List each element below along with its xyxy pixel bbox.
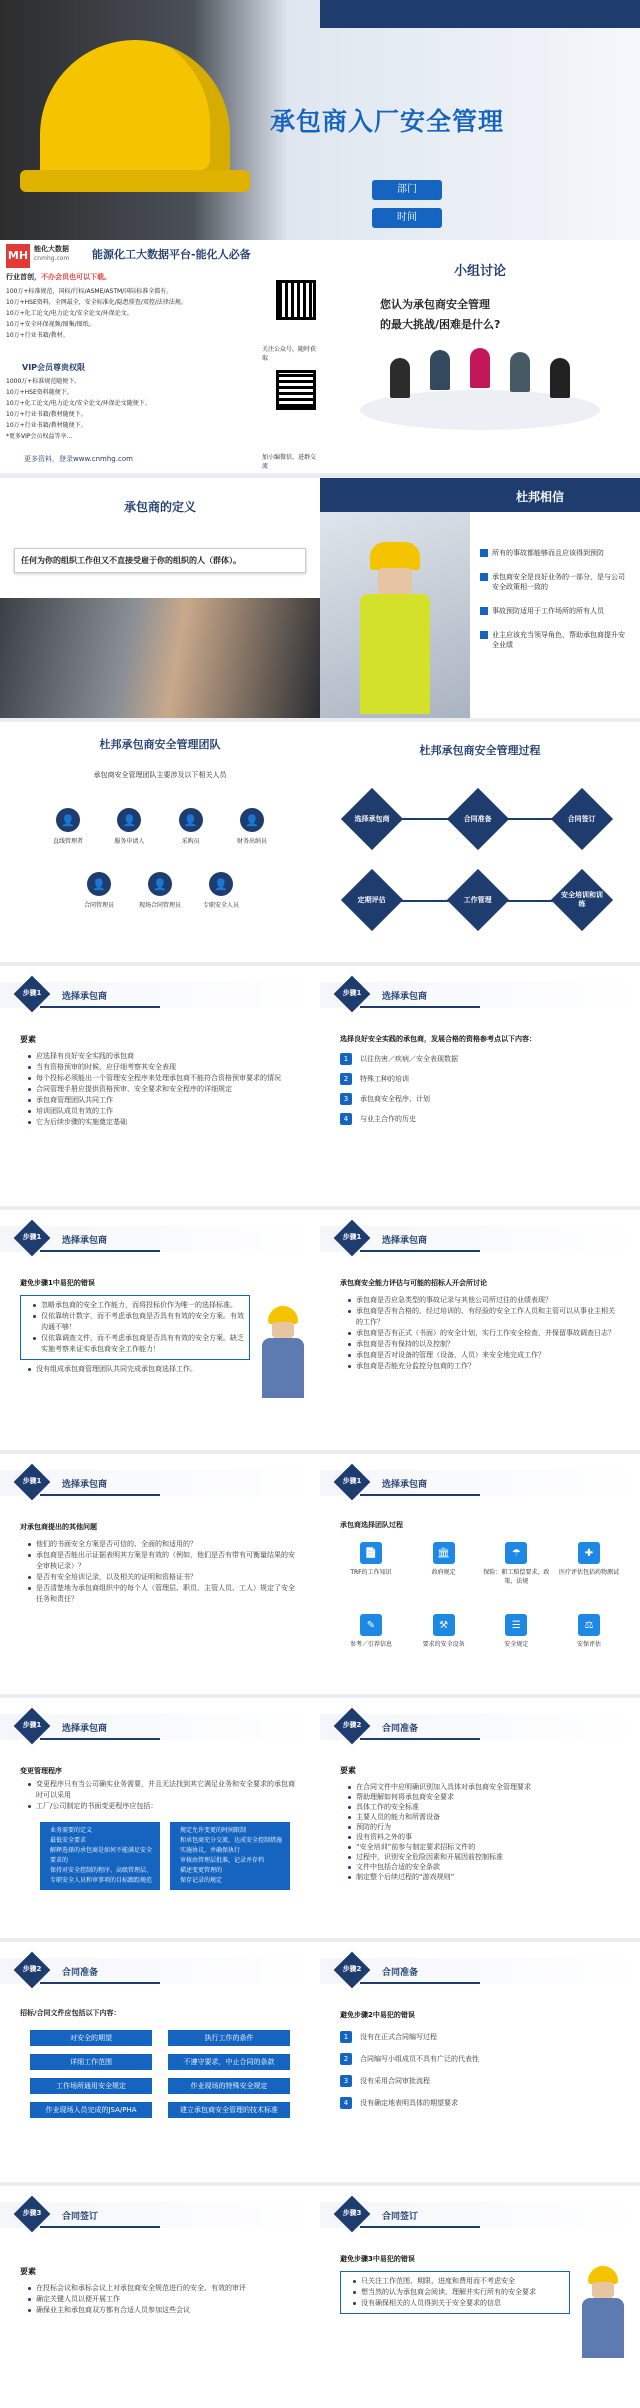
cover-time-button: 时间: [372, 208, 442, 228]
warning-box: [20, 1295, 250, 1360]
numbered-item: 2 特殊工种的培训: [340, 1073, 620, 1085]
security-icon: ⚖: [578, 1614, 600, 1636]
list-item: 是否有安全培训记录，以及相关的证明和资格证书？: [28, 1572, 300, 1583]
site-admin-icon: 👤: [148, 872, 172, 896]
team-title: 杜邦承包商安全管理团队: [99, 738, 221, 751]
list-item: 确保业主和承包商双方都有合适人员参加这些会议: [28, 2305, 300, 2316]
list-item: 过程中，识别安全危险因素和开展因前控制标准: [348, 1852, 620, 1862]
list-item: 他们的书面安全方案是否可信的、全面的和适用的？: [28, 1539, 300, 1550]
step3-avoid-slide: [320, 2186, 640, 2408]
section-heading: 要素: [20, 2267, 36, 2276]
step-title: 合同准备: [382, 1968, 419, 1978]
doc-item: 详细工作范围: [30, 2054, 152, 2070]
contract-admin-icon: 👤: [87, 872, 111, 896]
cover-slide: [0, 0, 640, 240]
safety-officer-icon: 👤: [209, 872, 233, 896]
team-role: 采购员: [181, 838, 200, 845]
numbered-item: 3 承包商安全程序、计划: [340, 1093, 620, 1105]
team-subtitle: 承包商安全管理团队主要涉及以下相关人员: [93, 771, 227, 779]
list-item: 承包商是否对设备的管理（设备，人员）来安全地完成工作？: [348, 1350, 620, 1361]
numbered-item: 4 与业主合作的历史: [340, 1113, 620, 1125]
list-item: 承包商管理团队共同工作: [28, 1095, 300, 1106]
step-title: 合同准备: [382, 1724, 419, 1734]
list-item: 没有确保相关的人员得到关于安全要求的信息: [353, 2298, 565, 2309]
list-item: 它为后续步骤的实施奠定基础: [28, 1117, 300, 1128]
team-row-2: [70, 872, 250, 909]
equipment-icon: ⚒: [433, 1614, 455, 1636]
ad-headline: 行业首创，不办会员也可以下载。: [6, 273, 111, 281]
reference-icon: ✎: [360, 1614, 382, 1636]
step-badge: 步骤1: [22, 1477, 42, 1485]
list-item: 承包商是否应急类型的事故记录与其他公司所过往的业绩表现？: [348, 1295, 620, 1306]
team-role: 服务申请人: [114, 838, 145, 845]
step2-docs-slide: [0, 1942, 320, 2182]
step-title: 合同签订: [62, 2212, 99, 2222]
step1-icons-slide: [320, 1454, 640, 1694]
list-item: 具体工作的安全标准: [348, 1802, 620, 1812]
discussion-question-1: 您认为承包商安全管理: [380, 298, 490, 311]
ad-feature: 10万+行业书籍/教材。: [6, 332, 69, 339]
doc-item: 不遵守要求，中止合同的条款: [168, 2054, 290, 2070]
section-heading: 招标/合同文件应包括以下内容：: [20, 2009, 121, 2017]
ad-feature-list: [6, 286, 266, 341]
icon-label: 参考／引荐信息: [349, 1641, 392, 1648]
person-icon: [390, 358, 410, 398]
belief-slide: [320, 478, 640, 718]
icon-label: 医疗评估包括药物测试: [558, 1569, 619, 1576]
list-item: 承包商是否有合格的、经过培训的、有经验的安全工作人员和主管可以从事业主相关的工作？: [348, 1306, 620, 1328]
person-icon: [430, 350, 450, 390]
step-badge: 步骤1: [22, 989, 42, 997]
list-item: 变更程序只有当公司确实业务需要，并且无法找到其它满足业务和安全要求的承包商时可以采用: [28, 1779, 300, 1801]
list-item: 只关注工作范围、期限、进度和费用而不考虑安全: [353, 2276, 565, 2287]
ad-vip-item: 10万+行业书籍/教材随便下。: [6, 411, 87, 418]
icon-row-2: [338, 1614, 622, 1648]
ad-slide: [0, 240, 320, 473]
step1-perf-slide: [320, 1210, 640, 1450]
ad-vip-list: [6, 376, 266, 442]
step-badge: 步骤2: [342, 1965, 362, 1973]
step1-other-slide: [0, 1454, 320, 1694]
step2-elem-slide: [320, 1698, 640, 1938]
step-badge: 步骤1: [342, 989, 362, 997]
belief-item: 业主应该充当领导角色，帮助承包商提升安全业绩: [480, 630, 630, 650]
ad-feature: 10万+HSE资料，全网最全，安全标准化/隐患排查/双控/法律法规。: [6, 299, 187, 306]
ad-feature: 10万+安全环保视频/图集/图纸。: [6, 321, 95, 328]
list-item: 没有组成承包商管理团队共同完成承包商选择工作。: [28, 1364, 250, 1375]
team-role: 专职安全人员: [202, 902, 239, 909]
hard-hat-image: [40, 40, 230, 180]
process-step: 合同准备: [447, 788, 509, 850]
cover-dept-button: 部门: [372, 180, 442, 200]
section-heading: 避免步骤2中易犯的错误: [340, 2011, 415, 2019]
cover-banner: [320, 0, 640, 28]
insurance-icon: ☂: [505, 1542, 527, 1564]
medical-icon: ✚: [578, 1542, 600, 1564]
team-role: 财务出纳员: [236, 838, 267, 845]
section-heading: 要素: [20, 1035, 36, 1044]
list-item: 主要人员的能力和所需设备: [348, 1812, 620, 1822]
list-item: 确定关键人员以便开展工作: [28, 2294, 300, 2305]
step-title: 选择承包商: [62, 992, 108, 1002]
icon-label: 保险：职工赔偿要求，政策，法规: [483, 1569, 550, 1585]
qr-code-icon: [276, 370, 316, 410]
definition-slide: [0, 478, 320, 718]
doc-item: 作业现场的特殊安全规定: [168, 2078, 290, 2094]
process-step: 安全培训和训练: [551, 869, 613, 931]
section-heading: 避免步骤3中易犯的错误: [340, 2255, 415, 2263]
step1-avoid-slide: [0, 1210, 320, 1450]
step-title: 选择承包商: [382, 1236, 428, 1246]
ad-logo-text: 能化大数据: [34, 245, 69, 253]
process-step: 工作管理: [447, 869, 509, 931]
discussion-question-2: 的最大挑战/困难是什么?: [380, 318, 501, 331]
step-title: 合同签订: [382, 2212, 419, 2222]
process-step: 合同签订: [551, 788, 613, 850]
belief-item: 承包商安全是良好业务的一部分，是与公司安全政策相一致的: [480, 572, 630, 592]
step-badge: 步骤3: [22, 2209, 42, 2217]
icon-label: 安保评估: [576, 1641, 601, 1648]
step3-elem-slide: [0, 2186, 320, 2408]
document-icon: 📄: [360, 1542, 382, 1564]
ad-more-link[interactable]: 更多资料，登录www.cnmhg.com: [24, 455, 133, 463]
qr-caption: 关注公众号，随时获取: [262, 346, 317, 362]
step-title: 选择承包商: [382, 1480, 428, 1490]
change-box-left: 业务需要的定义 最低安全要求 解释选择的承包商是如何不能满足安全要求的 保持对安全控制的程序、高级管理层、专职安全人员和审事项的目标跟踪规范: [40, 1822, 160, 1890]
warning-box: [340, 2271, 570, 2314]
step-badge: 步骤1: [22, 1233, 42, 1241]
step-title: 选择承包商: [62, 1724, 108, 1734]
section-heading: 要素: [340, 1766, 356, 1775]
step-badge: 步骤3: [342, 2209, 362, 2217]
icon-label: 要求的安全设备: [422, 1641, 465, 1648]
government-icon: 🏛: [433, 1542, 455, 1564]
team-row-1: [40, 808, 280, 845]
list-item: 在合同文件中应明确识别加入具体对承包商安全管理要求: [348, 1782, 620, 1792]
icon-row-1: [338, 1542, 622, 1585]
list-item: 忽略承包商的安全工作能力，而将投标价作为唯一的选择标准。: [33, 1300, 245, 1311]
rules-icon: ☰: [505, 1614, 527, 1636]
belief-item: 所有的事故都能够而且应该得到预防: [480, 548, 630, 558]
process-slide: [320, 722, 640, 962]
numbered-item: 4 没有确定地表明具体的期望要求: [340, 2097, 620, 2109]
ad-platform-title: 能源化工大数据平台-能化人必备: [92, 248, 251, 261]
team-slide: [0, 722, 320, 962]
belief-item: 事故预防适用于工作场所的所有人员: [480, 606, 630, 616]
process-step: 选择承包商: [341, 788, 403, 850]
step-title: 选择承包商: [382, 992, 428, 1002]
list-item: 制定整个后续过程的“游戏规则”: [348, 1872, 620, 1882]
definition-title: 承包商的定义: [123, 500, 196, 514]
numbered-item: 3 没有采用合同审批流程: [340, 2075, 620, 2087]
process-title: 杜邦承包商安全管理过程: [419, 744, 541, 757]
list-item: 当有资格预审的时候，应仔细考察其安全表现: [28, 1062, 300, 1073]
numbered-item: 1 以往伤害／疾病／安全表现数据: [340, 1053, 620, 1065]
docs-grid: [30, 2030, 290, 2118]
section-heading: 变更管理程序: [20, 1767, 62, 1775]
list-item: 应选择有良好安全实践的承包商: [28, 1051, 300, 1062]
ad-logo: MH: [6, 244, 30, 268]
requester-icon: 👤: [117, 808, 141, 832]
step1-select-slide: [320, 966, 640, 1206]
cover-title: 承包商入厂安全管理: [270, 107, 505, 136]
buyer-icon: 👤: [179, 808, 203, 832]
team-role: 合同管理员: [83, 902, 114, 909]
list-item: 承包商是否能出示证据表明其方案是有效的（例如，他们是否有带有可衡量结果的安全审核记录）？: [28, 1550, 300, 1572]
list-item: 帮助理解如何将承包商安全要求: [348, 1792, 620, 1802]
manager-icon: 👤: [56, 808, 80, 832]
step-badge: 步骤1: [22, 1721, 42, 1729]
doc-item: 工作场所通用安全规定: [30, 2078, 152, 2094]
list-item: 想当然的认为承包商会阅读、理解并实行所有的安全要求: [353, 2287, 565, 2298]
definition-text: 任何为你的组织工作但又不直接受雇于你的组织的人（群体）。: [14, 548, 306, 573]
icon-label: 安全规定: [504, 1641, 529, 1648]
change-box-right: 规定允许变更的时间限制 和承包商充分交流，达成安全控制措施实施协议，并确保执行 审核由管理层批准，记录并存档 描述变更管理的 保存记录的规定: [170, 1822, 290, 1890]
list-item: 在投标会议和承标会议上对承包商安全规范进行的安全、有效的审评: [28, 2283, 300, 2294]
section-heading: 对承包商提出的其他问题: [20, 1523, 97, 1531]
ad-vip-item: 10万+化工论文/电力论文/安全论文/环保论文随便下。: [6, 400, 151, 407]
list-item: 承包商是否有保持的以及控制？: [348, 1339, 620, 1350]
numbered-item: 2 合同编写小组成员不具有广泛的代表性: [340, 2053, 620, 2065]
icon-label: 政府规定: [431, 1569, 456, 1576]
step-badge: 步骤1: [342, 1477, 362, 1485]
ad-logo-url: cnmhg.com: [34, 255, 70, 262]
step-badge: 步骤1: [342, 1233, 362, 1241]
ad-vip-item: 10万+行业书籍/教材随便下。: [6, 422, 87, 429]
step-badge: 步骤2: [22, 1965, 42, 1973]
team-role: 直线管理者: [52, 838, 83, 845]
section-heading: 承包商安全能力评估与可能的招标人开会所讨论: [340, 1279, 487, 1287]
worker-image: [262, 1306, 308, 1406]
list-item: 仅依靠统计数字，而不考虑承包商是否具有有效的安全方案。有效沟通不够！: [33, 1311, 245, 1333]
belief-list: [480, 548, 630, 650]
ad-vip-item: *更多VIP会员权益等享...: [6, 433, 73, 440]
list-item: 工厂/公司制定的书面变更程序应包括：: [28, 1801, 300, 1812]
list-item: 文件中包括合适的安全条款: [348, 1862, 620, 1872]
step-title: 合同准备: [62, 1968, 99, 1978]
person-icon: [470, 348, 490, 388]
person-icon: [550, 358, 570, 398]
ad-vip-item: 10万+HSE资料随便下。: [6, 389, 73, 396]
qr-caption: 加小编微信，进群交流: [262, 454, 317, 470]
list-item: 是否清楚地为承包商组织中的每个人（管理层、职员、主管人员、工人）规定了安全任务和责任？: [28, 1583, 300, 1605]
list-item: 培训团队成员有效的工作: [28, 1106, 300, 1117]
ad-vip-title: VIP会员尊贵权限: [22, 363, 86, 372]
hat-brim: [20, 170, 250, 192]
worker-image: [582, 2266, 628, 2366]
doc-item: 执行工作的条件: [168, 2030, 290, 2046]
list-item: 合同管理手册应提供资格预审、安全要求和安全程序的详细规定: [28, 1084, 300, 1095]
handshake-image: [0, 598, 320, 718]
step-badge: 步骤2: [342, 1721, 362, 1729]
step-title: 选择承包商: [62, 1236, 108, 1246]
list-item: “安全培训”前参与制定要求招标文件的: [348, 1842, 620, 1852]
process-step: 定期评估: [341, 869, 403, 931]
team-role: 现场合同管理员: [138, 902, 181, 909]
discussion-title: 小组讨论: [453, 264, 506, 279]
doc-item: 对安全的期望: [30, 2030, 152, 2046]
belief-title: 杜邦相信: [515, 490, 564, 504]
person-icon: [510, 352, 530, 392]
list-item: 没有资料之外的事: [348, 1832, 620, 1842]
section-heading: 避免步骤1中易犯的错误: [20, 1279, 95, 1287]
qr-code-icon: [276, 280, 316, 320]
doc-item: 作业现场人员完成的JSA/PHA: [30, 2102, 152, 2118]
list-item: 仅依靠调查文件，而不考虑承包商是否具有有效的安全方案。缺乏实施考察来证实承包商安全工作能力！: [33, 1333, 245, 1355]
step-title: 选择承包商: [62, 1480, 108, 1490]
ad-feature: 10万+化工论文/电力论文/安全论文/环保论文。: [6, 310, 133, 317]
icon-label: TRF的工作知识: [350, 1569, 392, 1576]
list-item: 每个投标必须能出一个管理安全程序来处理承包商不能符合资格预审要求的情况: [28, 1073, 300, 1084]
cashier-icon: 👤: [240, 808, 264, 832]
doc-item: 建立承包商安全管理的技术标准: [168, 2102, 290, 2118]
ad-feature: 100万+标准规范，国标/行标/ASME/ASTM/国际标准全都有。: [6, 288, 173, 295]
numbered-item: 1 没有在正式合同编写过程: [340, 2031, 620, 2043]
section-heading: 承包商选择团队过程: [340, 1521, 403, 1529]
list-item: 承包商是否有正式（书面）的安全计划，实行工作安全检查，并保留事故调查日志？: [348, 1328, 620, 1339]
worker-image: [320, 512, 470, 718]
section-heading: 选择良好安全实践的承包商，发展合格的资格参考点以下内容：: [340, 1035, 536, 1043]
step1-change-slide: [0, 1698, 320, 1938]
step2-avoid-slide: [320, 1942, 640, 2182]
list-item: 承包商是否能充分监控分包商的工作？: [348, 1361, 620, 1372]
discussion-slide: [320, 240, 640, 473]
list-item: 预防的行为: [348, 1822, 620, 1832]
step1-req-slide: [0, 966, 320, 1206]
ad-vip-item: 1000万+标准规范随便下。: [6, 378, 81, 385]
